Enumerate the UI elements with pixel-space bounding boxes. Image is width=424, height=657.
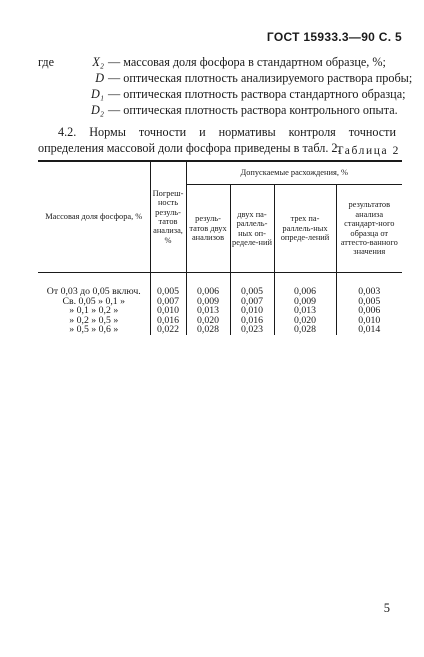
cell-two-parallel: 0,005	[230, 273, 274, 297]
row-label: » 0,1 » 0,2 »	[69, 305, 119, 317]
col-header-standard-sample: результатов анализа стандарт-ного образца от аттесто-ванного значения	[336, 185, 402, 273]
definition-text: — оптическая плотность анализируемого раствора пробы;	[108, 71, 413, 85]
cell-standard-sample: 0,014	[336, 325, 402, 335]
cell-two-parallel: 0,007	[230, 297, 274, 307]
definition-symbol: X₂	[92, 55, 104, 69]
cell-standard-sample: 0,010	[336, 316, 402, 326]
page-header: ГОСТ 15933.3—90 С. 5	[266, 30, 402, 44]
row-label: От 0,03 до 0,05 включ.	[46, 286, 141, 297]
col-header-two-parallel: двух па-раллель-ных оп-ределе-ний	[230, 185, 274, 273]
definition-symbol: D₂	[90, 103, 104, 117]
cell-error: 0,022	[150, 325, 186, 335]
definition-text: — массовая доля фосфора в стандартном образце, %;	[108, 55, 386, 69]
cell-two-analyses: 0,006	[186, 273, 230, 297]
table-row	[38, 273, 402, 297]
definition-row	[38, 54, 398, 70]
row-label: » 0,5 » 0,6 »	[69, 324, 119, 336]
cell-standard-sample: 0,006	[336, 306, 402, 316]
definition-symbol: D₁	[90, 87, 104, 101]
cell-three-parallel: 0,009	[274, 297, 336, 307]
definition-row	[38, 86, 406, 102]
cell-two-analyses: 0,028	[186, 325, 230, 335]
cell-standard-sample: 0,003	[336, 273, 402, 297]
cell-two-parallel: 0,010	[230, 306, 274, 316]
table-caption: Таблица 2	[336, 145, 400, 157]
cell-standard-sample: 0,005	[336, 297, 402, 307]
cell-three-parallel: 0,028	[274, 325, 336, 335]
page-number: 5	[383, 601, 390, 615]
accuracy-table	[38, 160, 402, 335]
definition-row	[38, 102, 398, 118]
col-header-mass: Массовая доля фосфора, %	[38, 161, 150, 273]
table-row	[38, 325, 402, 335]
definition-symbol: D	[95, 71, 104, 85]
cell-error: 0,007	[150, 297, 186, 307]
cell-three-parallel: 0,006	[274, 273, 336, 297]
cell-two-analyses: 0,013	[186, 306, 230, 316]
row-label: » 0,2 » 0,5 »	[69, 314, 119, 326]
row-label: Св. 0,05 » 0,1 »	[62, 295, 126, 307]
cell-error: 0,016	[150, 316, 186, 326]
cell-three-parallel: 0,020	[274, 316, 336, 326]
col-header-two-analyses: резуль-татов двух анализов	[186, 185, 230, 273]
cell-error: 0,005	[150, 273, 186, 297]
cell-two-analyses: 0,009	[186, 297, 230, 307]
col-group-header: Допускаемые расхождения, %	[186, 161, 402, 185]
definition-text: — оптическая плотность раствора контрольного опыта.	[108, 103, 398, 117]
paragraph-text: 4.2. Нормы точности и нормативы контроля точности определения массовой доли фосфора приведены в табл. 2.	[38, 125, 396, 155]
cell-error: 0,010	[150, 306, 186, 316]
col-header-three-parallel: трех па-раллель-ных опреде-лений	[274, 185, 336, 273]
cell-two-parallel: 0,023	[230, 325, 274, 335]
cell-two-analyses: 0,020	[186, 316, 230, 326]
cell-three-parallel: 0,013	[274, 306, 336, 316]
cell-two-parallel: 0,016	[230, 316, 274, 326]
definition-lead: где	[38, 55, 55, 69]
definition-text: — оптическая плотность раствора стандартного образца;	[108, 87, 406, 101]
definition-row	[38, 70, 413, 86]
col-header-error: Погреш-ность резуль-татов анализа, %	[150, 161, 186, 273]
variable-definitions	[38, 54, 413, 118]
